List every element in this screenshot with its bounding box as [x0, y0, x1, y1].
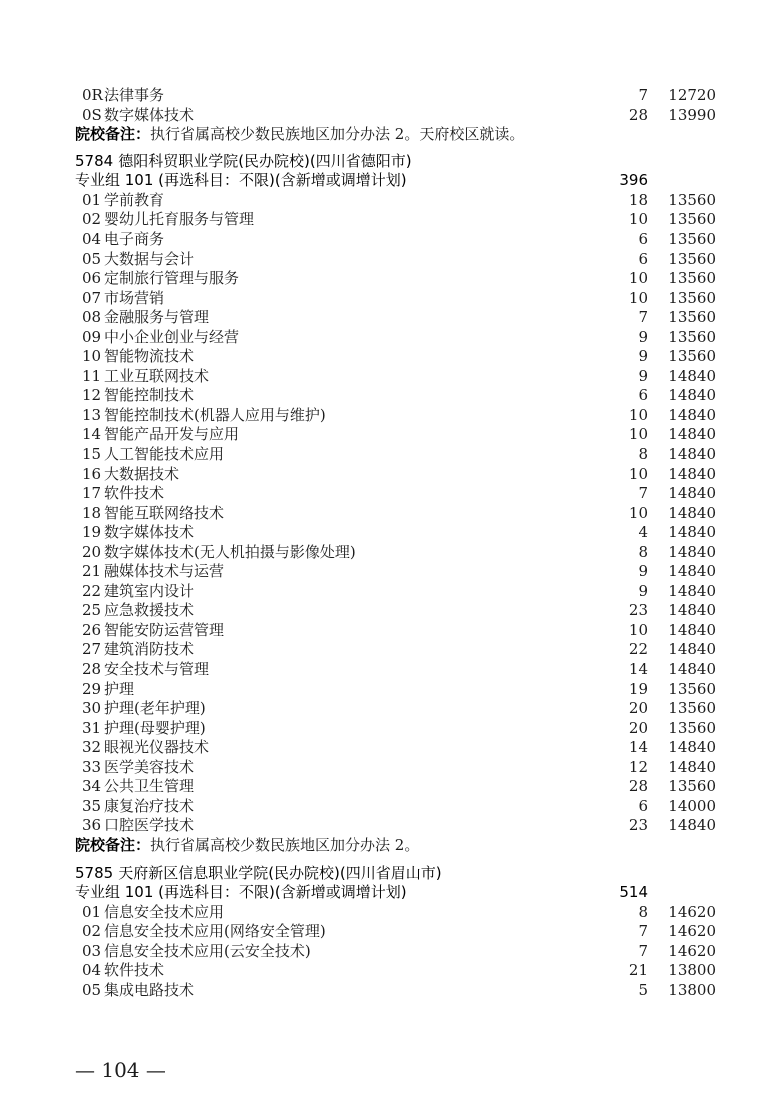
major-name: 安全技术与管理: [104, 660, 210, 678]
tuition-fee: 14840: [668, 562, 716, 581]
plan-count: 23: [628, 816, 648, 835]
plan-count: 22: [628, 640, 648, 659]
school-note-text: 执行省属高校少数民族地区加分办法 2。: [150, 835, 420, 854]
plan-count: 8: [638, 542, 648, 561]
tuition-fee: 14840: [668, 366, 716, 385]
major-name: 中小企业创业与经营: [104, 327, 240, 346]
major-name: 医学美容技术: [104, 757, 195, 776]
major-name: 智能安防运营管理: [104, 620, 225, 639]
plan-count: 20: [628, 718, 648, 737]
tuition-fee: 14840: [668, 444, 716, 463]
plan-count: 6: [638, 796, 648, 815]
major-row: [0, 106, 777, 126]
plan-count: 7: [638, 941, 648, 960]
major-name: 法律事务: [104, 86, 165, 104]
major-row: [0, 230, 777, 250]
plan-count: 28: [628, 777, 648, 796]
plan-count: 18: [628, 190, 648, 209]
plan-count: 7: [638, 86, 648, 104]
major-row: [0, 269, 777, 289]
plan-count: 9: [638, 347, 648, 366]
major-name: 护理: [104, 679, 135, 698]
major-name: 建筑消防技术: [104, 640, 195, 659]
major-row: [0, 903, 777, 923]
major-code: 02: [82, 210, 102, 229]
major-name: 市场营销: [104, 288, 165, 307]
tuition-fee: 13560: [668, 777, 716, 796]
tuition-fee: 13560: [668, 288, 716, 307]
major-row: [0, 777, 777, 797]
major-code: 01: [82, 190, 102, 209]
group-total-count: 514: [619, 883, 648, 902]
major-code: 01: [82, 902, 102, 921]
plan-count: 8: [638, 902, 648, 921]
plan-count: 10: [628, 620, 648, 639]
major-row: [0, 562, 777, 582]
major-name: 大数据技术: [104, 464, 180, 483]
school-note-label: 院校备注：: [75, 835, 151, 854]
major-row: [0, 386, 777, 406]
major-row: [0, 250, 777, 270]
tuition-fee: 13560: [668, 679, 716, 698]
tuition-fee: 13990: [668, 105, 716, 124]
major-code: 35: [82, 796, 102, 815]
tuition-fee: 13560: [668, 308, 716, 327]
major-row: [0, 86, 777, 106]
major-code: 10: [82, 347, 102, 366]
major-code: 18: [82, 503, 102, 522]
tuition-fee: 12720: [668, 86, 716, 104]
major-row: [0, 961, 777, 981]
tuition-fee: 14840: [668, 503, 716, 522]
tuition-fee: 14840: [668, 660, 716, 678]
plan-count: 10: [628, 405, 648, 424]
group-total-count: 396: [619, 171, 648, 190]
major-code: 20: [82, 542, 102, 561]
plan-count: 4: [638, 523, 648, 542]
plan-count: 9: [638, 562, 648, 581]
major-row: [0, 699, 777, 719]
school-note: [0, 125, 777, 145]
major-code: 02: [82, 922, 102, 941]
major-row: [0, 367, 777, 387]
major-code: 13: [82, 405, 102, 424]
plan-count: 14: [628, 660, 648, 678]
plan-count: 7: [638, 922, 648, 941]
school-note-text: 执行省属高校少数民族地区加分办法 2。天府校区就读。: [150, 125, 525, 144]
tuition-fee: 13560: [668, 699, 716, 718]
major-row: [0, 816, 777, 836]
major-row: [0, 504, 777, 524]
major-code: 0R: [82, 86, 103, 104]
tuition-fee: 14840: [668, 425, 716, 444]
tuition-fee: 14620: [668, 941, 716, 960]
major-name: 康复治疗技术: [104, 796, 195, 815]
plan-count: 10: [628, 503, 648, 522]
major-code: 36: [82, 816, 102, 835]
major-name: 软件技术: [104, 484, 165, 503]
tuition-fee: 13800: [668, 961, 716, 980]
major-row: [0, 406, 777, 426]
major-code: 22: [82, 581, 102, 600]
major-code: 12: [82, 386, 102, 405]
plan-count: 9: [638, 366, 648, 385]
tuition-fee: 14840: [668, 620, 716, 639]
tuition-fee: 14840: [668, 464, 716, 483]
major-row: [0, 543, 777, 563]
major-row: [0, 719, 777, 739]
tuition-fee: 14840: [668, 757, 716, 776]
school-code: 5785: [75, 863, 114, 882]
major-row: [0, 640, 777, 660]
plan-count: 10: [628, 464, 648, 483]
plan-count: 6: [638, 386, 648, 405]
plan-count: 14: [628, 738, 648, 757]
major-name: 人工智能技术应用: [104, 444, 225, 463]
major-code: 30: [82, 699, 102, 718]
major-name: 智能产品开发与应用: [104, 425, 240, 444]
tuition-fee: 13560: [668, 229, 716, 248]
major-name: 信息安全技术应用: [104, 902, 225, 921]
tuition-fee: 14840: [668, 816, 716, 835]
major-code: 33: [82, 757, 102, 776]
major-code: 28: [82, 660, 102, 678]
plan-count: 5: [638, 980, 648, 999]
major-name: 融媒体技术与运营: [104, 562, 225, 581]
major-name: 应急救援技术: [104, 601, 195, 620]
major-code: 15: [82, 444, 102, 463]
major-row: [0, 797, 777, 817]
tuition-fee: 13560: [668, 327, 716, 346]
page-number: — 104 —: [75, 1058, 166, 1082]
major-code: 34: [82, 777, 102, 796]
major-row: [0, 758, 777, 778]
major-name: 智能控制技术: [104, 386, 195, 405]
major-code: 05: [82, 249, 102, 268]
major-row: [0, 660, 777, 680]
major-name: 婴幼儿托育服务与管理: [104, 210, 255, 229]
major-code: 21: [82, 562, 102, 581]
major-row: [0, 328, 777, 348]
major-row: [0, 601, 777, 621]
tuition-fee: 14840: [668, 405, 716, 424]
major-name: 数字媒体技术: [104, 523, 195, 542]
major-row: [0, 922, 777, 942]
major-code: 03: [82, 941, 102, 960]
plan-count: 10: [628, 425, 648, 444]
major-name: 工业互联网技术: [104, 366, 210, 385]
major-name: 学前教育: [104, 190, 165, 209]
tuition-fee: 14840: [668, 386, 716, 405]
major-row: [0, 621, 777, 641]
major-code: 0S: [82, 105, 102, 124]
major-row: [0, 445, 777, 465]
major-row: [0, 425, 777, 445]
major-code: 27: [82, 640, 102, 659]
major-name: 公共卫生管理: [104, 777, 195, 796]
major-code: 04: [82, 961, 102, 980]
major-name: 数字媒体技术(无人机拍摄与影像处理): [104, 542, 356, 561]
major-row: [0, 465, 777, 485]
plan-count: 9: [638, 327, 648, 346]
tuition-fee: 13560: [668, 269, 716, 288]
tuition-fee: 14840: [668, 581, 716, 600]
major-row: [0, 981, 777, 1001]
major-code: 07: [82, 288, 102, 307]
plan-count: 7: [638, 484, 648, 503]
major-group-heading: [0, 883, 777, 903]
major-row: [0, 523, 777, 543]
tuition-fee: 14840: [668, 640, 716, 659]
major-code: 09: [82, 327, 102, 346]
major-name: 数字媒体技术: [104, 105, 195, 124]
plan-count: 20: [628, 699, 648, 718]
major-code: 31: [82, 718, 102, 737]
major-code: 08: [82, 308, 102, 327]
major-row: [0, 942, 777, 962]
major-code: 26: [82, 620, 102, 639]
major-name: 电子商务: [104, 229, 165, 248]
school-note: [0, 836, 777, 856]
major-code: 04: [82, 229, 102, 248]
major-code: 25: [82, 601, 102, 620]
major-row: [0, 289, 777, 309]
plan-count: 21: [628, 961, 648, 980]
plan-count: 12: [628, 757, 648, 776]
plan-count: 6: [638, 229, 648, 248]
major-row: [0, 680, 777, 700]
school-heading: [0, 152, 777, 172]
major-code: 05: [82, 980, 102, 999]
major-group-heading: [0, 171, 777, 191]
tuition-fee: 14000: [668, 796, 716, 815]
plan-count: 10: [628, 269, 648, 288]
plan-count: 9: [638, 581, 648, 600]
school-name: 德阳科贸职业学院(民办院校)(四川省德阳市): [118, 151, 412, 170]
tuition-fee: 13560: [668, 249, 716, 268]
major-code: 16: [82, 464, 102, 483]
school-heading: [0, 864, 777, 884]
major-name: 信息安全技术应用(网络安全管理): [104, 922, 326, 941]
tuition-fee: 13560: [668, 210, 716, 229]
tuition-fee: 14840: [668, 601, 716, 620]
tuition-fee: 13560: [668, 347, 716, 366]
tuition-fee: 14840: [668, 542, 716, 561]
plan-count: 10: [628, 288, 648, 307]
tuition-fee: 14840: [668, 484, 716, 503]
plan-count: 23: [628, 601, 648, 620]
major-code: 19: [82, 523, 102, 542]
major-name: 智能物流技术: [104, 347, 195, 366]
major-code: 17: [82, 484, 102, 503]
school-note-label: 院校备注：: [75, 125, 151, 144]
major-row: [0, 582, 777, 602]
major-name: 眼视光仪器技术: [104, 738, 210, 757]
major-row: [0, 308, 777, 328]
major-row: [0, 191, 777, 211]
enrollment-plan-list: [0, 86, 777, 1000]
major-name: 集成电路技术: [104, 980, 195, 999]
major-name: 大数据与会计: [104, 249, 195, 268]
major-name: 护理(母婴护理): [104, 718, 206, 737]
plan-count: 10: [628, 210, 648, 229]
major-name: 护理(老年护理): [104, 699, 206, 718]
major-name: 金融服务与管理: [104, 308, 210, 327]
major-name: 口腔医学技术: [104, 816, 195, 835]
major-group-label: 专业组 101 (再选科目：不限)(含新增或调增计划): [75, 883, 407, 902]
major-row: [0, 210, 777, 230]
plan-count: 19: [628, 679, 648, 698]
school-code: 5784: [75, 151, 114, 170]
major-row: [0, 347, 777, 367]
major-code: 29: [82, 679, 102, 698]
major-name: 信息安全技术应用(云安全技术): [104, 941, 311, 960]
tuition-fee: 13560: [668, 718, 716, 737]
major-name: 软件技术: [104, 961, 165, 980]
plan-count: 7: [638, 308, 648, 327]
tuition-fee: 14620: [668, 922, 716, 941]
major-code: 11: [82, 366, 102, 385]
tuition-fee: 14840: [668, 738, 716, 757]
plan-count: 8: [638, 444, 648, 463]
major-name: 建筑室内设计: [104, 581, 195, 600]
major-name: 智能控制技术(机器人应用与维护): [104, 405, 326, 424]
tuition-fee: 13560: [668, 190, 716, 209]
major-group-label: 专业组 101 (再选科目：不限)(含新增或调增计划): [75, 171, 407, 190]
plan-count: 6: [638, 249, 648, 268]
major-code: 06: [82, 269, 102, 288]
tuition-fee: 13800: [668, 980, 716, 999]
school-name: 天府新区信息职业学院(民办院校)(四川省眉山市): [118, 863, 442, 882]
tuition-fee: 14620: [668, 902, 716, 921]
major-name: 定制旅行管理与服务: [104, 269, 240, 288]
major-name: 智能互联网络技术: [104, 503, 225, 522]
major-row: [0, 484, 777, 504]
major-row: [0, 738, 777, 758]
tuition-fee: 14840: [668, 523, 716, 542]
major-code: 14: [82, 425, 102, 444]
plan-count: 28: [628, 105, 648, 124]
major-code: 32: [82, 738, 102, 757]
